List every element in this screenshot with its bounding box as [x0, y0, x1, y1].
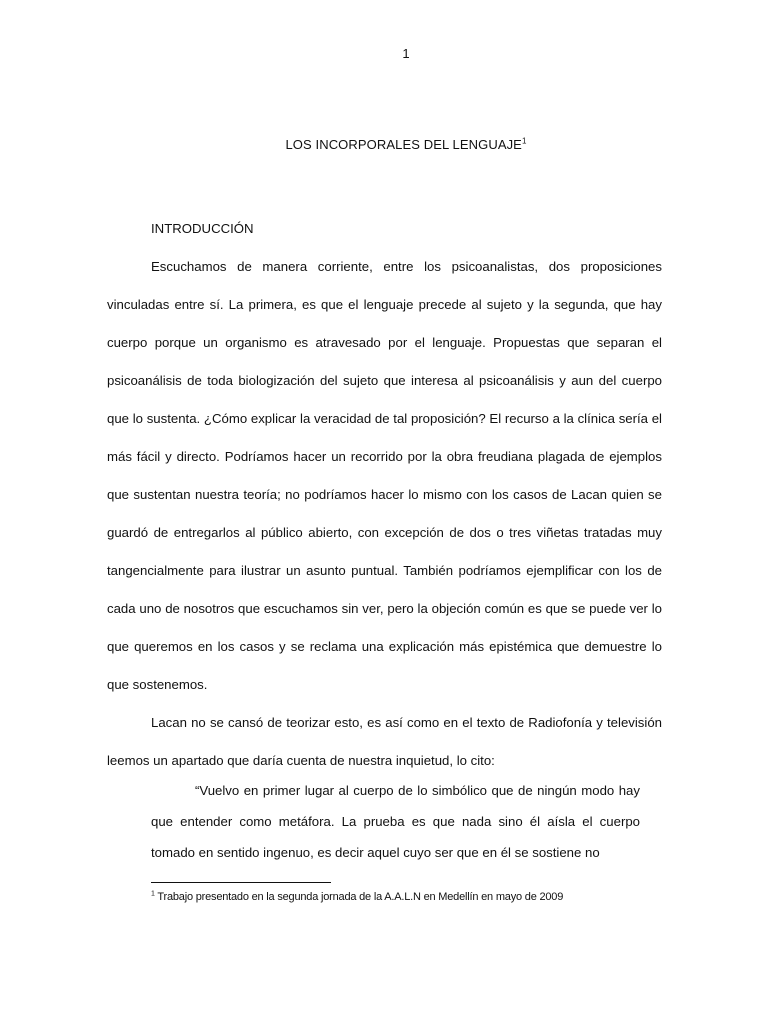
paragraph-1: Escuchamos de manera corriente, entre los psicoanalistas, dos proposiciones vinculadas entre sí. La primera, es que el lenguaje precede al sujeto y la segunda, que hay cuerpo porque un organismo es atravesado por el lenguaje. Propuestas que separan el psicoanálisis de toda biologización del sujeto que interesa al psicoanálisis y aun del cuerpo que lo sustenta. ¿Cómo explicar la veracidad de tal proposición? El recurso a la clínica sería el más fácil y directo. Podríamos hacer un recorrido por la obra freudiana plagada de ejemplos que sustentan nuestra teoría; no podríamos hacer lo mismo con los casos de Lacan quien se guardó de entregarlos al público abierto, con excepción de dos o tres viñetas tratadas muy tangencialmente para ilustrar un asunto puntual. También podríamos ejemplificar con los de cada uno de nosotros que escuchamos sin ver, pero la objeción común es que se puede ver lo que queremos en los casos y se reclama una explicación más epistémica que demuestre lo que sostenemos.	[107, 259, 662, 692]
footnote-separator	[151, 882, 331, 883]
document-title	[0, 137, 768, 152]
paragraph-2: Lacan no se cansó de teorizar esto, es así como en el texto de Radiofonía y televisión leemos un apartado que daría cuenta de nuestra inquietud, lo cito:	[107, 715, 662, 768]
section-heading: INTRODUCCIÓN	[151, 221, 254, 236]
footnote-marker: 1	[151, 890, 155, 898]
footnote-text: Trabajo presentado en la segunda jornada de la A.A.L.N en Medellín en mayo de 2009	[157, 891, 564, 903]
document-body	[107, 210, 662, 780]
title-footnote-ref: 1	[521, 136, 527, 146]
block-quote: “Vuelvo en primer lugar al cuerpo de lo simbólico que de ningún modo hay que entender como metáfora. La prueba es que nada sino él aísla el cuerpo tomado en sentido ingenuo, es decir aquel cuyo ser que en él se sostiene no	[151, 783, 640, 860]
title-text: LOS INCORPORALES DEL LENGUAJE	[285, 137, 522, 152]
footnote	[151, 889, 651, 905]
page-number: 1	[402, 46, 410, 61]
